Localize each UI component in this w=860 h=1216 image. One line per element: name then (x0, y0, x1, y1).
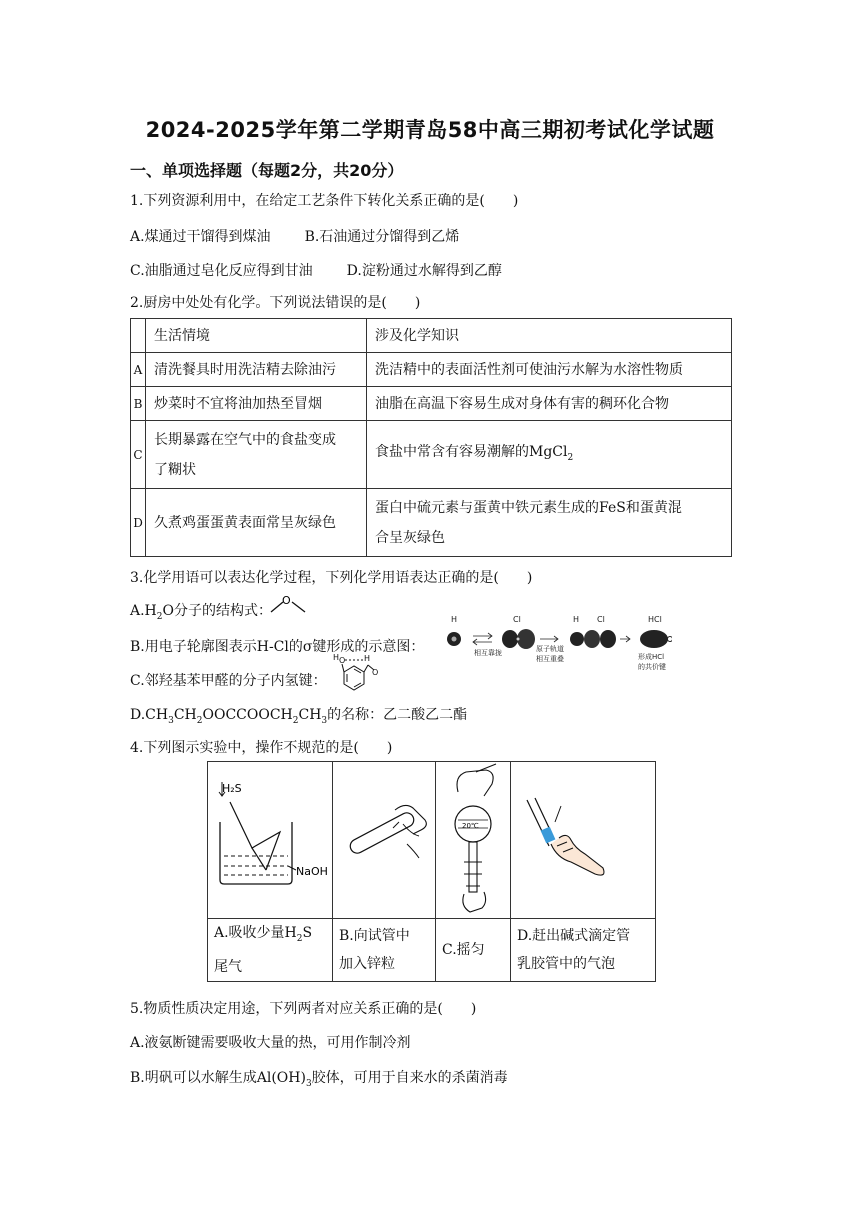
fig-a-cell (208, 762, 333, 919)
exam-title: 2024-2025学年第二学期青岛58中高三期初考试化学试题 (145, 118, 715, 142)
q4-stem: 4.下列图示实验中，操作不规范的是( ) (130, 740, 393, 756)
caption-line: D.赶出碱式滴定管 (517, 928, 631, 944)
cl-atom-label-2: Cl (597, 615, 605, 624)
text: A.吸收少量H (214, 925, 297, 942)
hand-shape (457, 770, 493, 796)
overlap-label: 相互重叠 (536, 655, 564, 663)
caption-line (214, 919, 326, 953)
atom-h: H (364, 654, 371, 663)
cl-lobe (502, 630, 518, 648)
text: CH (173, 707, 197, 723)
fig-d-caption (511, 919, 656, 982)
hand-shape (395, 805, 426, 834)
table-row (131, 421, 732, 489)
text: O分子的结构式： (162, 603, 272, 619)
section-heading: 一、单项选择题（每题2分，共20分） (130, 161, 404, 180)
row-knowledge (367, 489, 732, 557)
subscript: 2 (567, 452, 574, 463)
table-header-situation: 生活情境 (146, 319, 367, 353)
salicylaldehyde-structure (332, 652, 378, 696)
text: 胶体，可用于自来水的杀菌消毒 (311, 1070, 508, 1086)
q1-option-d: D.淀粉通过水解得到乙醇 (346, 263, 502, 279)
caption-line: 乳胶管中的气泡 (517, 956, 615, 972)
approach-label: 相互靠拢 (474, 649, 502, 657)
q5-option-b (130, 1067, 508, 1089)
subscript: 2 (296, 933, 303, 944)
bond-label-2: 的共价键 (638, 663, 666, 671)
text: CH (298, 707, 322, 723)
flask-neck (469, 842, 477, 892)
caption-line: 加入锌粒 (339, 956, 395, 972)
h-atom-label-2: H (573, 615, 580, 624)
cl-lobe (517, 629, 535, 649)
q4-figure-table (207, 761, 656, 982)
table-cell (131, 319, 146, 353)
q3-option-a (130, 600, 272, 622)
row-situation-line1: 长期暴露在空气中的食盐变成 (154, 431, 336, 448)
subscript: 2 (292, 715, 299, 726)
q1-option-c: C.油脂通过皂化反应得到甘油 (130, 263, 313, 279)
row-knowledge: 洗洁精中的表面活性剂可使油污水解为水溶性物质 (367, 353, 732, 387)
row-knowledge-line2: 合呈灰绿色 (375, 529, 445, 546)
q2-table (130, 318, 732, 557)
table-header-knowledge: 涉及化学知识 (367, 319, 732, 353)
cl-atom-label: Cl (513, 615, 521, 624)
bent-water-structure (268, 592, 308, 616)
h-atom-label: H (451, 615, 458, 624)
fig-b-cell (333, 762, 436, 919)
text: B.明矾可以水解生成Al(OH) (130, 1070, 306, 1086)
q2-stem: 2.厨房中处处有化学。下列说法错误的是( ) (130, 295, 421, 311)
row-key: A (131, 353, 146, 387)
atom-o: O (372, 668, 378, 677)
table-row (131, 353, 732, 387)
row-knowledge-text: 食盐中常含有容易潮解的MgCl (375, 443, 568, 460)
row-situation: 炒菜时不宜将油加热至冒烟 (146, 387, 367, 421)
text: 的名称：乙二酸乙二酯 (327, 707, 468, 723)
row-situation-line2: 了糊状 (154, 461, 196, 478)
fig-volumetric-flask (436, 762, 510, 918)
subscript: 2 (196, 715, 203, 726)
q1-option-b: B.石油通过分馏得到乙烯 (304, 229, 460, 245)
caption-line: B.向试管中 (339, 928, 410, 944)
bond-label-1: 形成HCl (638, 653, 665, 661)
subscript: 3 (305, 1078, 312, 1089)
naoh-label: NaOH (296, 865, 328, 878)
text: S (302, 925, 313, 942)
h2s-label: H₂S (222, 782, 242, 795)
text: OOCCOOCH (202, 707, 293, 723)
rubber-tube (541, 827, 556, 844)
table-row (131, 319, 732, 353)
fig-d-cell (511, 762, 656, 919)
fig-h2s-absorption (208, 762, 332, 918)
row-key: C (131, 421, 146, 489)
row-situation: 清洗餐具时用洗洁精去除油污 (146, 353, 367, 387)
row-knowledge-line1: 蛋白中硫元素与蛋黄中铁元素生成的FeS和蛋黄混 (375, 499, 682, 516)
subscript: 2 (156, 611, 163, 622)
q1-option-a: A.煤通过干馏得到煤油 (130, 229, 271, 245)
text: A.H (130, 603, 157, 619)
subscript: 3 (321, 715, 328, 726)
atom-h: H (333, 653, 340, 662)
hcl-orbital (640, 630, 668, 648)
fig-b-caption (333, 919, 436, 982)
orbital-label: 原子轨道 (536, 645, 564, 653)
q1-options-ab (130, 226, 459, 246)
table-row (131, 387, 732, 421)
row-situation: 久煮鸡蛋蛋黄表面常呈灰绿色 (146, 489, 367, 557)
caption-line: 尾气 (214, 958, 242, 975)
q1-stem: 1.下列资源利用中，在给定工艺条件下转化关系正确的是( ) (130, 193, 519, 209)
q3-option-b: B.用电子轮廓图表示H-Cl的σ键形成的示意图： (130, 639, 425, 655)
test-tube (348, 810, 416, 855)
row-key: B (131, 387, 146, 421)
row-situation (146, 421, 367, 489)
fig-c-caption: C.摇匀 (436, 919, 511, 982)
q5-option-a: A.液氨断键需要吸收大量的热，可用作制冷剂 (130, 1035, 411, 1051)
fig-add-zinc (333, 762, 435, 918)
oxygen-label: O (282, 594, 291, 607)
q5-stem: 5.物质性质决定用途，下列两者对应关系正确的是( ) (130, 1001, 477, 1017)
hcl-label: HCl (648, 615, 662, 624)
subscript: 3 (168, 715, 174, 726)
table-row (208, 919, 656, 982)
q3-stem: 3.化学用语可以表达化学过程，下列化学用语表达正确的是( ) (130, 570, 533, 586)
text: D.CH (130, 707, 169, 723)
table-row (131, 489, 732, 557)
row-knowledge (367, 421, 732, 489)
row-key: D (131, 489, 146, 557)
fig-c-cell (436, 762, 511, 919)
q3-option-d (130, 704, 467, 726)
fig-burette-bubble (511, 762, 655, 918)
atom-o: O (339, 656, 346, 665)
q1-options-cd (130, 260, 502, 280)
table-row (208, 762, 656, 919)
row-knowledge: 油脂在高温下容易生成对身体有害的稠环化合物 (367, 387, 732, 421)
funnel (230, 802, 280, 870)
flask-mark: 20℃ (462, 822, 479, 830)
hand-shape (551, 835, 604, 875)
sigma-bond-diagram (440, 612, 672, 674)
q3-option-c: C.邻羟基苯甲醛的分子内氢键： (130, 673, 327, 689)
fig-a-caption (208, 919, 333, 982)
